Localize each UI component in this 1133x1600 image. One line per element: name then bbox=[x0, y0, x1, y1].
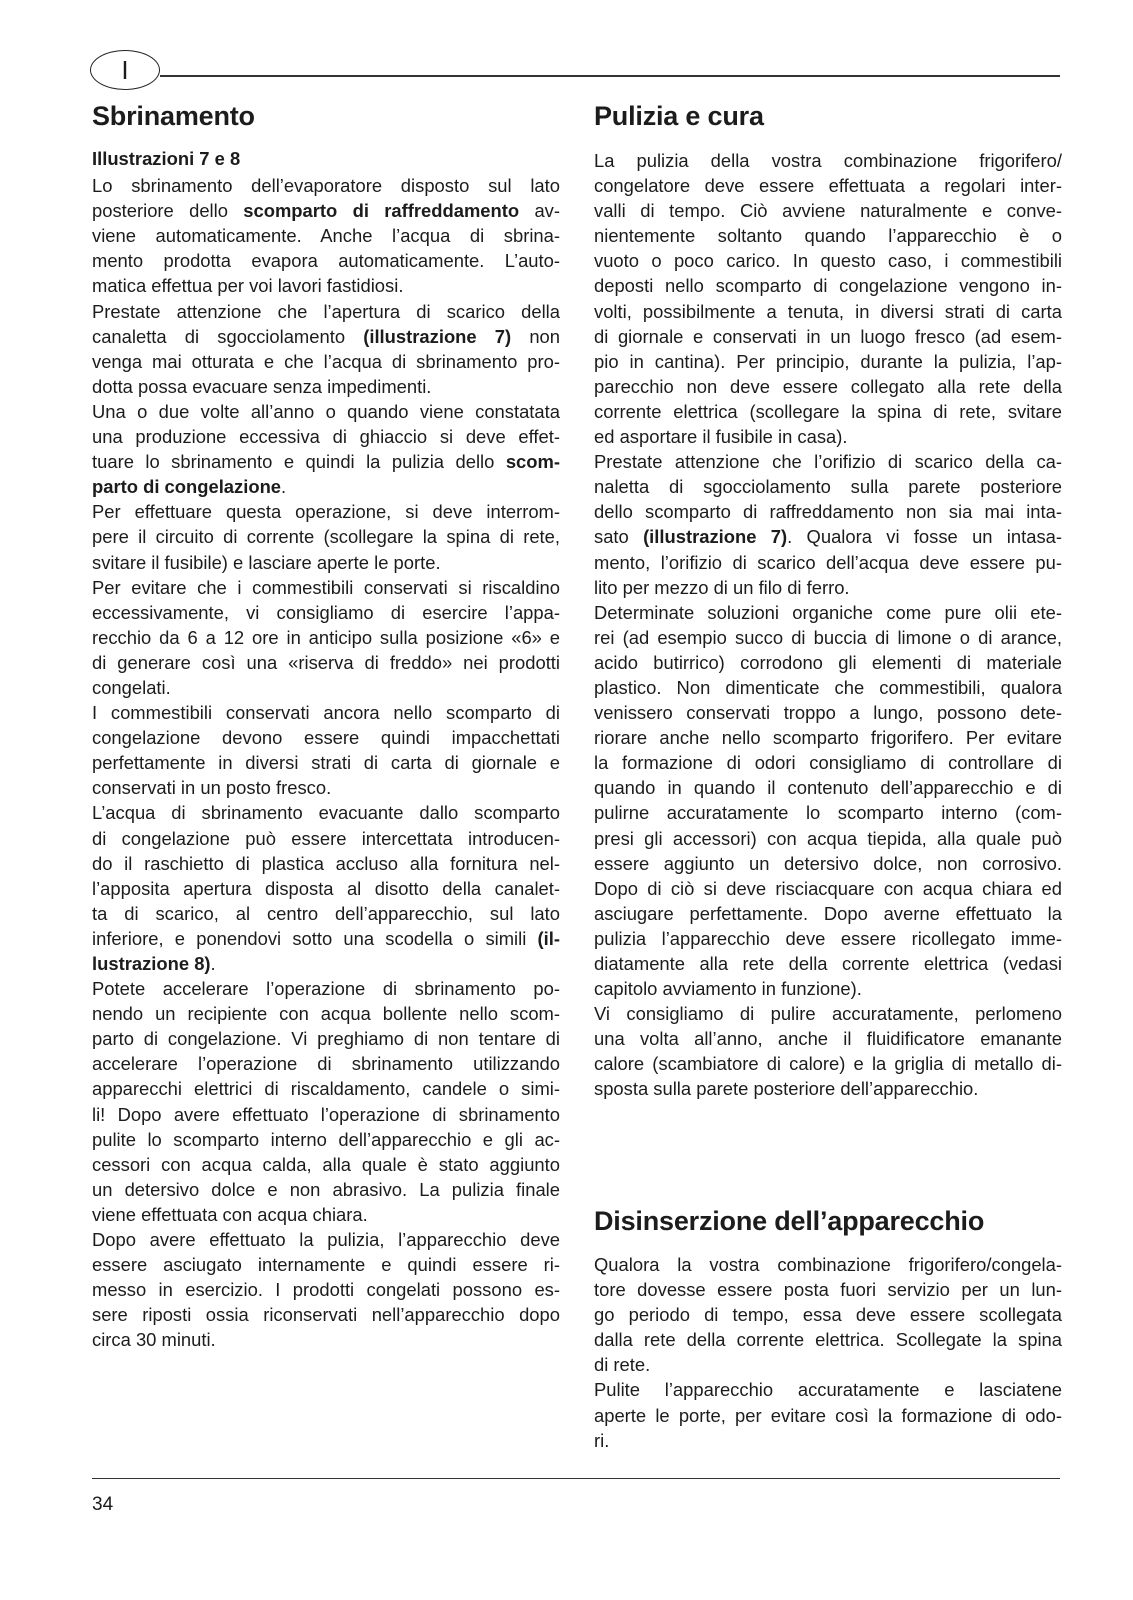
text-line: pulizia l’apparecchio deve essere ricollegato imme- bbox=[594, 927, 1062, 949]
text-segment: posteriore dello bbox=[92, 200, 244, 222]
text-line: svitare il fusibile) e lasciare aperte le porte. bbox=[92, 551, 441, 573]
text-line: Vi consigliamo di pulire accuratamente, perlomeno bbox=[594, 1003, 1062, 1025]
text-segment: canaletta di sgocciolamento bbox=[92, 325, 364, 347]
text-line: di giornale e conservati in un luogo fresco (ad esem- bbox=[594, 325, 1062, 347]
text-line: acido butirrico) corrodono gli elementi di materiale bbox=[594, 651, 1062, 673]
text-line: una volta all’anno, anche il fluidificatore emanante bbox=[594, 1028, 1062, 1050]
bold-text: scom- bbox=[505, 451, 560, 473]
text-line: mento prodotta evapora automaticamente. L’auto- bbox=[92, 250, 560, 272]
text-line: eccessivamente, vi consigliamo di esercire l’appa- bbox=[92, 601, 560, 623]
text-line: l’apposita apertura disposta al disotto della canalet- bbox=[92, 877, 560, 899]
text-line: di generare così una «riserva di freddo» nei prodotti bbox=[92, 651, 560, 673]
bold-text: (illustrazione 7) bbox=[643, 526, 788, 548]
text-line bbox=[92, 951, 560, 976]
text-segment: . Qualora vi fosse un intasa- bbox=[787, 526, 1063, 548]
text-line: corrente elettrica (scollegare la spina di rete, svitare bbox=[594, 400, 1062, 422]
text-line: ed asportare il fusibile in casa). bbox=[594, 426, 848, 448]
text-line: plastico. Non dimenticate che commestibili, qualora bbox=[594, 676, 1062, 698]
text-line: Per evitare che i commestibili conservati si riscaldino bbox=[92, 576, 560, 598]
text-line bbox=[92, 474, 560, 499]
paragraph bbox=[92, 499, 560, 574]
text-line: ta di scarico, al centro dell’apparecchio, sul lato bbox=[92, 902, 560, 924]
text-line: Determinate soluzioni organiche come pure olii ete- bbox=[594, 601, 1062, 623]
bold-text: (illustrazione 7) bbox=[363, 325, 512, 347]
column-right bbox=[594, 148, 1062, 1102]
text-line: mento, l’orifizio di scarico dell’acqua deve essere pu- bbox=[594, 551, 1062, 573]
text-line: Qualora la vostra combinazione frigorifero/congela- bbox=[594, 1254, 1062, 1275]
bold-text: scomparto di raffreddamento bbox=[243, 200, 520, 222]
text-line: ri. bbox=[594, 1429, 610, 1451]
text-line: congelati. bbox=[92, 676, 171, 698]
paragraph bbox=[594, 600, 1062, 1002]
text-line: conservati in un posto fresco. bbox=[92, 777, 332, 799]
text-line: aperte le porte, per evitare così la formazione di odo- bbox=[594, 1404, 1062, 1426]
bold-text: (il- bbox=[537, 927, 560, 949]
text-line: quando in quando il contenuto dell’apparecchio e di bbox=[594, 777, 1062, 799]
text-line: pere il circuito di corrente (scollegare la spina di rete, bbox=[92, 526, 560, 548]
footer-rule bbox=[92, 1478, 1060, 1479]
section-title-sbrinamento: Sbrinamento bbox=[92, 101, 255, 131]
paragraph bbox=[92, 575, 560, 700]
text-segment: inferiore, e ponendovi sotto una scodella o simili bbox=[92, 927, 538, 949]
section-title-disinserzione: Disinserzione dell’apparecchio bbox=[594, 1206, 985, 1236]
paragraph bbox=[594, 1001, 1062, 1101]
text-line: Dopo avere effettuato la pulizia, l’apparecchio deve bbox=[92, 1229, 560, 1251]
text-line: Prestate attenzione che l’apertura di scarico della bbox=[92, 300, 560, 322]
text-line: riorare anche nello scomparto frigorifero. Per evitare bbox=[594, 727, 1062, 749]
text-segment: . bbox=[210, 953, 216, 974]
page-number: 34 bbox=[92, 1494, 114, 1515]
text-line: volti, possibilmente a tenuta, in diversi strati di carta bbox=[594, 300, 1062, 322]
text-segment: av- bbox=[519, 200, 560, 222]
text-line: Dopo di ciò si deve risciacquare con acqua chiara ed bbox=[594, 877, 1062, 899]
text-line: L’acqua di sbrinamento evacuante dallo scomparto bbox=[92, 802, 560, 824]
paragraph bbox=[594, 1377, 1062, 1452]
text-line: pulite lo scomparto interno dell’apparecchio e gli ac- bbox=[92, 1128, 560, 1150]
text-line: congelatore deve essere effettuata a regolari inter- bbox=[594, 175, 1062, 197]
text-segment: non bbox=[511, 325, 560, 347]
column-right-lower bbox=[594, 1252, 1062, 1453]
text-line: di rete. bbox=[594, 1354, 651, 1376]
text-line: Pulite l’apparecchio accuratamente e lasciatene bbox=[594, 1379, 1062, 1401]
text-line: Una o due volte all’anno o quando viene constatata bbox=[92, 400, 560, 422]
bold-text: lustrazione 8) bbox=[92, 953, 211, 974]
text-line bbox=[594, 524, 1062, 549]
text-line bbox=[92, 449, 560, 474]
text-line: venissero conservati troppo a lungo, possono dete- bbox=[594, 702, 1062, 724]
text-line: viene automaticamente. Anche l’acqua di sbrina- bbox=[92, 225, 560, 247]
header-rule bbox=[160, 75, 1060, 77]
paragraph bbox=[594, 449, 1062, 600]
paragraph bbox=[92, 800, 560, 976]
text-line: la formazione di odori consigliamo di controllare di bbox=[594, 752, 1062, 774]
text-line: congelazione devono essere quindi impacchettati bbox=[92, 727, 560, 749]
text-line: parto di congelazione. Vi preghiamo di non tentare di bbox=[92, 1028, 560, 1050]
text-line: Per effettuare questa operazione, si deve interrom- bbox=[92, 501, 560, 523]
column-left bbox=[92, 146, 560, 1353]
text-line: nientemente soltanto quando l’apparecchio è o bbox=[594, 225, 1062, 247]
text-line: naletta di sgocciolamento sulla parete posteriore bbox=[594, 476, 1062, 498]
text-line: Lo sbrinamento dell’evaporatore disposto sul lato bbox=[92, 175, 560, 197]
paragraph bbox=[92, 399, 560, 499]
left-body bbox=[92, 173, 560, 1352]
text-line: dalla rete della corrente elettrica. Scollegate la spina bbox=[594, 1329, 1062, 1351]
text-line: valli di tempo. Ciò avviene naturalmente e conve- bbox=[594, 200, 1062, 222]
paragraph bbox=[594, 148, 1062, 449]
text-line: pio in cantina). Per principio, durante la pulizia, l’ap- bbox=[594, 350, 1062, 372]
text-line: di congelazione può essere intercettata introducen- bbox=[92, 827, 560, 849]
text-segment: . bbox=[281, 476, 287, 498]
disinserzione-body bbox=[594, 1252, 1062, 1453]
text-line: Prestate attenzione che l’orifizio di scarico della ca- bbox=[594, 451, 1062, 473]
text-line: viene effettuata con acqua chiara. bbox=[92, 1203, 368, 1225]
text-line: Potete accelerare l’operazione di sbrinamento po- bbox=[92, 978, 560, 1000]
text-line: vuoto o poco carico. In questo caso, i commestibili bbox=[594, 250, 1062, 272]
text-line: parecchio non deve essere collegato alla rete della bbox=[594, 375, 1062, 397]
paragraph bbox=[92, 976, 560, 1227]
text-line: dotta possa evacuare senza impedimenti. bbox=[92, 375, 432, 397]
text-line: nendo un recipiente con acqua bollente nello scom- bbox=[92, 1003, 560, 1025]
text-line: una produzione eccessiva di ghiaccio si deve effet- bbox=[92, 426, 560, 448]
text-line: apparecchi elettrici di riscaldamento, candele o simi- bbox=[92, 1078, 560, 1100]
text-line: pulirne accuratamente lo scomparto interno (com- bbox=[594, 802, 1062, 824]
text-line: venga mai otturata e che l’acqua di sbrinamento pro- bbox=[92, 350, 560, 372]
text-line: asciugare perfettamente. Dopo averne effettuato la bbox=[594, 902, 1062, 924]
text-line bbox=[92, 926, 560, 951]
right-body bbox=[594, 148, 1062, 1102]
illustration-reference: Illustrazioni 7 e 8 bbox=[92, 148, 241, 169]
text-line: I commestibili conservati ancora nello scomparto di bbox=[92, 702, 560, 724]
text-line: sere riposti ossia riconservati nell’apparecchio dopo bbox=[92, 1304, 560, 1326]
text-line: La pulizia della vostra combinazione frigorifero/ bbox=[594, 150, 1062, 171]
paragraph bbox=[92, 299, 560, 399]
section-title-pulizia: Pulizia e cura bbox=[594, 101, 764, 131]
text-line: dello scomparto di raffreddamento non sia mai inta- bbox=[594, 501, 1062, 523]
text-line: un detersivo dolce e non abrasivo. La pulizia finale bbox=[92, 1178, 560, 1200]
text-line: circa 30 minuti. bbox=[92, 1329, 216, 1351]
paragraph bbox=[92, 700, 560, 800]
bold-text: parto di congelazione bbox=[92, 476, 282, 498]
text-line: li! Dopo avere effettuato l’operazione di sbrinamento bbox=[92, 1103, 560, 1125]
text-segment: sato bbox=[594, 526, 644, 548]
text-line: essere asciugato internamente e quindi essere ri- bbox=[92, 1254, 560, 1276]
paragraph bbox=[92, 1227, 560, 1352]
text-line: deposti nello scomparto di congelazione vengono in- bbox=[594, 275, 1062, 297]
text-line: messo in esercizio. I prodotti congelati possono es- bbox=[92, 1279, 560, 1301]
text-line: lito per mezzo di un filo di ferro. bbox=[594, 576, 850, 598]
text-line: go periodo di tempo, essa deve essere scollegata bbox=[594, 1304, 1062, 1326]
text-line: sposta sulla parete posteriore dell’apparecchio. bbox=[594, 1078, 979, 1100]
text-line: capitolo avviamento in funzione). bbox=[594, 978, 862, 1000]
text-line: do il raschietto di plastica accluso alla fornitura nel- bbox=[92, 852, 560, 874]
text-line: cessori con acqua calda, alla quale è stato aggiunto bbox=[92, 1153, 560, 1175]
text-line: matica effettua per voi lavori fastidiosi. bbox=[92, 275, 404, 297]
paragraph bbox=[92, 173, 560, 298]
text-line: diatamente alla rete della corrente elettrica (vedasi bbox=[594, 953, 1062, 974]
text-line: presi gli accessori) con acqua tiepida, alla quale può bbox=[594, 827, 1062, 849]
text-line bbox=[92, 198, 560, 223]
text-line: calore (scambiatore di calore) e la griglia di metallo di- bbox=[594, 1053, 1062, 1075]
text-segment: tuare lo sbrinamento e quindi la pulizia dello bbox=[92, 451, 506, 473]
text-line: essere aggiunto un detersivo dolce, non corrosivo. bbox=[594, 852, 1062, 874]
text-line: perfettamente in diversi strati di carta di giornale e bbox=[92, 752, 560, 774]
text-line: recchio da 6 a 12 ore in anticipo sulla posizione «6» e bbox=[92, 626, 560, 648]
paragraph bbox=[594, 1252, 1062, 1377]
text-line: accelerare l’operazione di sbrinamento utilizzando bbox=[92, 1053, 560, 1075]
text-line: tore dovesse essere posta fuori servizio per un lun- bbox=[594, 1279, 1062, 1301]
text-line: rei (ad esempio succo di buccia di limone o di arance, bbox=[594, 626, 1062, 648]
text-line bbox=[92, 324, 560, 349]
language-badge: I bbox=[90, 50, 160, 90]
